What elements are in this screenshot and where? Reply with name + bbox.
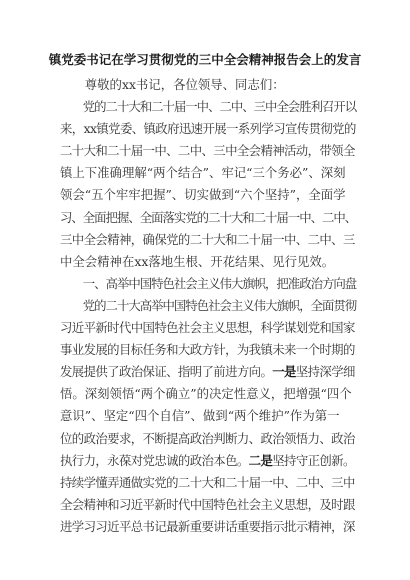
text-segment: 全会精神和习近平新时代中国特色社会主义思想，及时跟 <box>60 496 355 512</box>
text-line <box>60 251 356 273</box>
text-segment: 党的二十大高举中国特色社会主义伟大旗帜，全面贯彻 <box>82 297 357 313</box>
text-segment: 事业发展的目标任务和大政方针，为我镇未来一个时期的 <box>60 342 355 358</box>
text-line <box>60 162 356 184</box>
text-segment: 悟。深刻领悟“两个确立”的决定性意义，把增强“四个 <box>60 386 352 402</box>
text-segment: 来，xx镇党委、镇政府迅速开展一系列学习宣传贯彻党的 <box>60 121 356 137</box>
text-line <box>60 494 356 516</box>
text-segment: 三中全会精神，确保党的二十大和二十届一中、二中、三 <box>60 231 355 247</box>
text-line <box>60 74 356 96</box>
text-segment: 意识”、坚定“四个自信”、做到“两个维护”作为第一 <box>60 408 340 424</box>
text-segment: 习、全面把握、全面落实党的二十大和二十届一中、二中、 <box>60 209 357 225</box>
paragraph-indent <box>60 77 85 92</box>
text-line <box>60 450 356 472</box>
text-segment: 二十大和二十届一中、二中、三中全会精神活动，带领全 <box>60 143 355 159</box>
text-segment: 持续学懂弄通做实党的二十大和二十届一中、二中、三中 <box>60 474 355 490</box>
text-segment: 执行力，永葆对党忠诚的政治本色。 <box>60 452 249 468</box>
text-line <box>60 472 356 494</box>
paragraph-indent <box>60 99 83 114</box>
text-segment: 领会“五个牢牢把握”、切实做到“六个坚持”，全面学 <box>60 187 346 203</box>
paragraph-indent <box>60 276 83 291</box>
text-line <box>60 96 356 118</box>
text-line <box>60 295 356 317</box>
document-title: 镇党委书记在学习贯彻党的三中全会精神报告会上的发言 <box>48 52 362 67</box>
document-body <box>60 74 356 538</box>
text-segment: 一、高举中国特色社会主义伟大旗帜，把准政治方向盘 <box>82 275 357 291</box>
text-segment: 位的政治要求，不断提高政治判断力、政治领悟力、政治 <box>60 430 355 446</box>
text-line <box>60 273 356 295</box>
text-line <box>60 339 356 361</box>
text-segment: 党的二十大和二十届一中、二中、三中全会胜利召开以 <box>82 99 357 115</box>
text-line <box>60 428 356 450</box>
text-line <box>60 361 356 383</box>
text-line <box>60 184 356 206</box>
paragraph-indent <box>60 298 83 313</box>
text-segment: 进学习习近平总书记最新重要讲话重要指示批示精神，深 <box>60 518 355 534</box>
text-line <box>60 118 356 140</box>
text-segment: 坚持守正创新。 <box>272 452 355 468</box>
text-line <box>60 229 356 251</box>
bold-text: 一是 <box>272 364 296 380</box>
text-line <box>60 207 356 229</box>
text-line <box>60 383 356 405</box>
bold-text: 二是 <box>248 452 273 468</box>
text-line <box>60 140 356 162</box>
text-segment: 发展提供了政治保证、指明了前进方向。 <box>60 364 273 380</box>
text-line <box>60 516 356 538</box>
text-segment: 习近平新时代中国特色社会主义思想，科学谋划党和国家 <box>60 320 355 336</box>
text-segment: 中全会精神在xx落地生根、开花结果、见行见效。 <box>60 253 335 269</box>
text-line <box>60 317 356 339</box>
text-line <box>60 405 356 427</box>
text-segment: 镇上下准确理解“两个结合”、牢记“三个务必”、深刻 <box>60 165 346 181</box>
text-segment: 坚持深学细 <box>295 364 355 380</box>
text-segment: 尊敬的xx书记，各位领导、同志们： <box>84 77 285 92</box>
